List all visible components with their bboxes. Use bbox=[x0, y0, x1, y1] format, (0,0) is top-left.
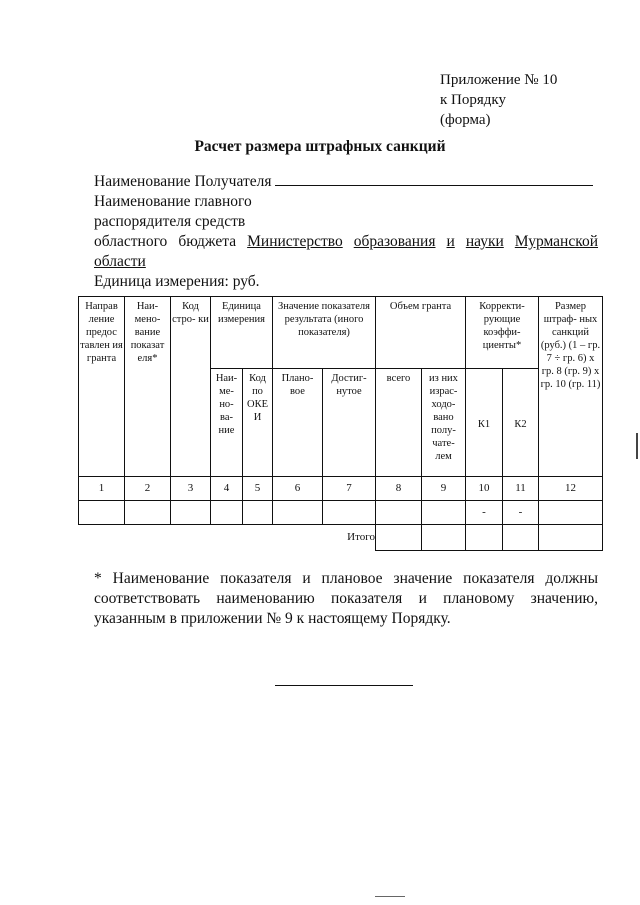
data-row bbox=[79, 501, 603, 525]
appendix-order: к Порядку bbox=[440, 92, 506, 108]
column-numbers-row bbox=[79, 477, 603, 501]
ministry-continuation: области bbox=[94, 253, 146, 270]
table-cell bbox=[376, 501, 422, 525]
ministry-word: Мурманской bbox=[514, 233, 599, 250]
recipient-label: Наименование Получателя bbox=[94, 173, 272, 190]
total-penalty-cell bbox=[539, 525, 603, 551]
total-k1-cell bbox=[466, 525, 503, 551]
ministry-word: науки bbox=[465, 233, 504, 250]
ministry-word: и bbox=[446, 233, 455, 250]
header-indicator: Наи- мено- вание показат еля* bbox=[125, 297, 171, 477]
footnote: * Наименование показателя и плановое значение показателя должны соответствовать наименованию показателя и плановому значению, указанным в приложении № 9 к настоящему Порядку. bbox=[94, 570, 598, 627]
table-cell bbox=[323, 501, 376, 525]
closing-separator-line bbox=[275, 685, 413, 686]
table-cell bbox=[171, 501, 211, 525]
column-number: 5 bbox=[243, 477, 273, 501]
column-number: 4 bbox=[211, 477, 243, 501]
table-cell bbox=[273, 501, 323, 525]
k2-value-cell: - bbox=[503, 501, 539, 525]
header-row-1 bbox=[79, 297, 603, 369]
unit-line: Единица измерения: руб. bbox=[94, 273, 260, 290]
header-okei: Код по ОКЕ И bbox=[243, 369, 273, 477]
total-grant-cell bbox=[376, 525, 422, 551]
appendix-form: (форма) bbox=[440, 112, 491, 128]
table-cell bbox=[243, 501, 273, 525]
table-cell bbox=[211, 501, 243, 525]
main-admin-line-2: распорядителя средств bbox=[94, 213, 246, 230]
header-k1: К1 bbox=[466, 369, 503, 477]
table-cell bbox=[79, 501, 125, 525]
penalty-table bbox=[78, 296, 603, 551]
header-unit-name: Наи- ме- но- ва- ние bbox=[211, 369, 243, 477]
ministry-word: Министерство bbox=[247, 233, 343, 250]
recipient-blank-line bbox=[275, 171, 593, 186]
header-k2: К2 bbox=[503, 369, 539, 477]
column-number: 8 bbox=[376, 477, 422, 501]
total-label: Итого bbox=[347, 531, 375, 544]
header-grant-total: всего bbox=[376, 369, 422, 477]
info-block bbox=[94, 171, 598, 292]
budget-word: областного bbox=[94, 233, 168, 250]
header-unit: Единица измерения bbox=[211, 297, 273, 369]
header-grant-used: из них израс- ходо- вано полу- чате- лем bbox=[422, 369, 466, 477]
budget-word: бюджета bbox=[178, 233, 237, 250]
header-line-code: Код стро- ки bbox=[171, 297, 211, 477]
k1-value-cell: - bbox=[466, 501, 503, 525]
header-direction: Направ ление предос тавлен ия гранта bbox=[79, 297, 125, 477]
column-number: 3 bbox=[171, 477, 211, 501]
main-admin-line-1: Наименование главного bbox=[94, 193, 252, 210]
appendix-block bbox=[440, 70, 557, 130]
table-cell bbox=[125, 501, 171, 525]
document-title: Расчет размера штрафных санкций bbox=[194, 138, 446, 155]
column-number: 7 bbox=[323, 477, 376, 501]
header-grant: Объем гранта bbox=[376, 297, 466, 369]
column-number: 10 bbox=[466, 477, 503, 501]
column-number: 1 bbox=[79, 477, 125, 501]
appendix-number: Приложение № 10 bbox=[440, 72, 558, 88]
column-number: 6 bbox=[273, 477, 323, 501]
header-penalty: Размер штраф- ных санкций (руб.) (1 – гр. 7 ÷ гр. 6) х гр. 8 (гр. 9) х гр. 10 (гр. 11) bbox=[539, 297, 603, 477]
total-row bbox=[79, 525, 603, 551]
budget-line bbox=[94, 232, 598, 252]
header-achieved: Достиг- нутое bbox=[323, 369, 376, 477]
scan-edge-mark bbox=[636, 433, 638, 459]
page-bottom-mark bbox=[375, 896, 405, 897]
column-number: 9 bbox=[422, 477, 466, 501]
recipient-line bbox=[94, 171, 598, 192]
total-k2-cell bbox=[503, 525, 539, 551]
table-cell bbox=[539, 501, 603, 525]
table-cell bbox=[422, 501, 466, 525]
total-used-cell bbox=[422, 525, 466, 551]
ministry-word: образования bbox=[353, 233, 436, 250]
column-number: 2 bbox=[125, 477, 171, 501]
header-value: Значение показателя результата (иного показателя) bbox=[273, 297, 376, 369]
header-coefficients: Корректи- рующие коэффи- циенты* bbox=[466, 297, 539, 369]
column-number: 12 bbox=[539, 477, 603, 501]
column-number: 11 bbox=[503, 477, 539, 501]
header-planned: Плано- вое bbox=[273, 369, 323, 477]
